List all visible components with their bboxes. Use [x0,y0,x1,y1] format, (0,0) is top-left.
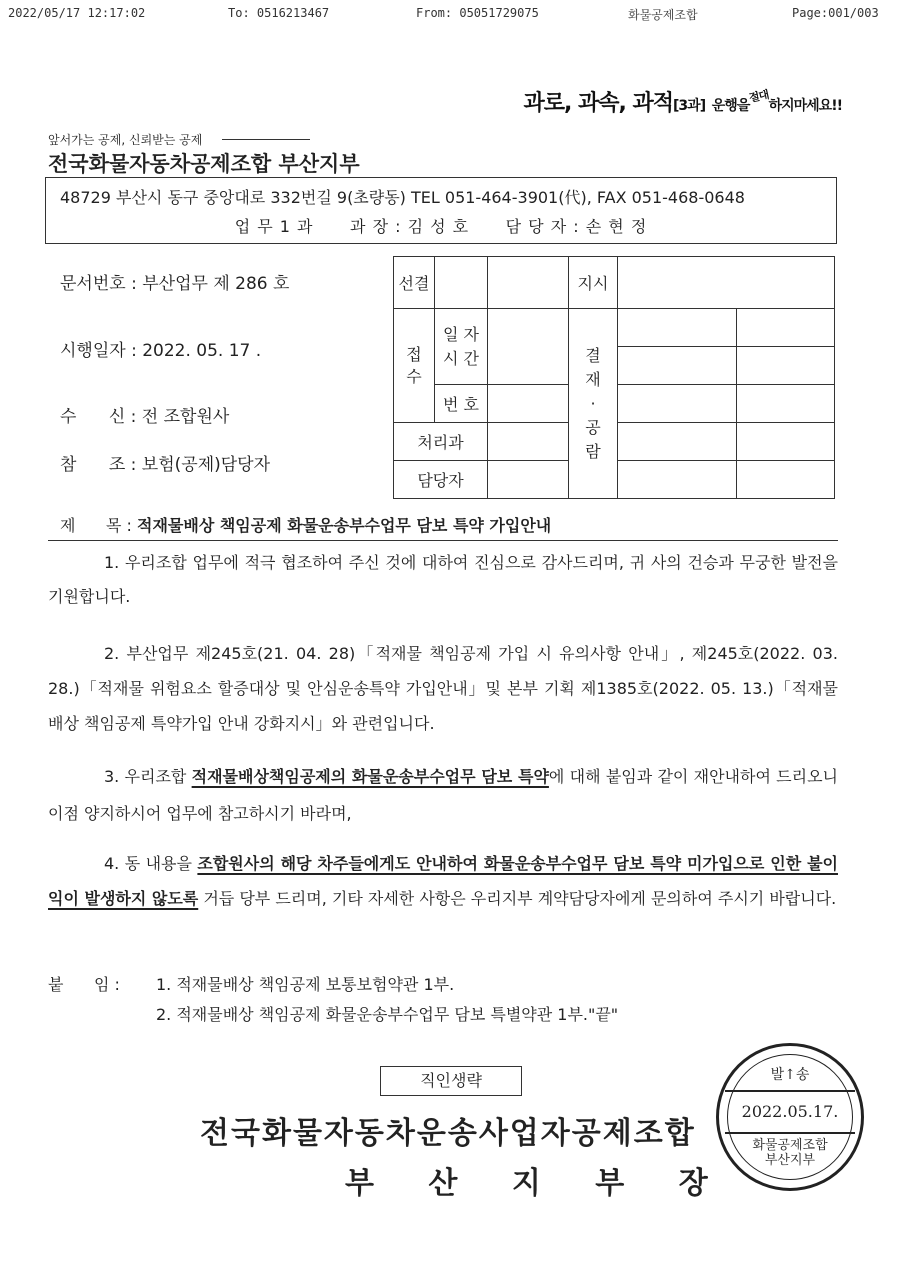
cell-seongyeol: 선결 [394,257,435,309]
slogan-emph: 절대 [748,88,770,105]
fax-to: To: 0516213467 [228,6,330,20]
dispatch-stamp [716,1043,864,1191]
safety-slogan [523,86,842,117]
signature-title: 부 산 지 부 장 [345,1166,730,1201]
p4-emph: 조합원사의 해당 차주들에게도 안내하여 화물운송부수업무 담보 특약 미가입으로 인한 불이익이 발생하지 않도록 [48,854,838,908]
signature-org: 전국화물자동차운송사업자공제조합 [200,1116,696,1151]
slogan-end: 하지마세요!! [768,98,842,114]
p3-post: 에 대해 붙임과 같이 재안내하여 드리오니 이점 양지하시어 업무에 참고하시기 바라며, [48,767,839,823]
attachments-label: 붙 임 : [48,975,125,994]
letterhead-tagline: 앞서가는 공제, 신뢰받는 공제 [48,133,203,147]
p3-pre: 3. 우리조합 [104,767,192,786]
attachment-1: 1. 적재물배상 책임공제 보통보험약관 1부. [156,975,455,994]
cell-beonho: 번 호 [435,385,488,423]
stamp-date: 2022.05.17. [741,1102,839,1121]
issue-date: 시행일자 : 2022. 05. 17 . [60,341,262,361]
subject-line [60,513,551,536]
subject-label: 제 목 : [60,516,137,535]
reference: 참 조 : 보험(공제)담당자 [60,455,271,475]
tagline-rule [222,139,310,140]
slogan-mid: 운행을 [711,98,750,114]
cell-cheorigwa: 처리과 [394,423,488,461]
stamp-org-line2: 부산지부 [764,1153,816,1168]
recipient: 수 신 : 전 조합원사 [60,407,230,427]
p4-pre: 4. 동 내용을 [104,854,198,873]
paragraph-1: 1. 우리조합 업무에 적극 협조하여 주신 것에 대하여 진심으로 감사드리며, 귀 사의 건승과 무궁한 발전을 기원합니다. [48,553,838,606]
fax-page: Page:001/003 [792,6,879,20]
cell-iljasigan: 일 자 시 간 [435,309,488,385]
slogan-main: 과로, 과속, 과적 [523,91,674,116]
address-line: 48729 부산시 동구 중앙대로 332번길 9(초량동) TEL 051-464-3901(代), FAX 051-468-0648 [60,188,745,207]
cell-gyeoljae: 결 재 · 공 람 [569,309,618,499]
doc-number: 문서번호 : 부산업무 제 286 호 [60,274,290,294]
p3-emph: 적재물배상책임공제의 화물운송부수업무 담보 특약 [191,767,549,786]
subject-rule [48,540,838,541]
cell-jisi: 지시 [569,257,618,309]
stamp-top: 발↑송 [770,1067,810,1083]
approval-table [393,256,835,499]
letterhead-org: 전국화물자동차공제조합 부산지부 [48,152,360,176]
fax-from: From: 05051729075 [416,6,539,20]
cell-jeopsu: 접수 [394,309,435,423]
staff-line: 업 무 1 과 과 장 : 김 성 호 담 당 자 : 손 현 정 [234,217,648,236]
fax-sender: 화물공제조합 [628,8,698,22]
stamp-org [719,1138,861,1168]
paragraph-4 [48,846,838,916]
p4-post: 거듭 당부 드리며, 기타 자세한 사항은 우리지부 계약담당자에게 문의하여 주시기 바랍니다. [198,889,837,908]
paragraph-3 [48,758,838,832]
address-box [45,177,837,244]
cell-damdangja: 담당자 [394,461,488,499]
attachment-2: 2. 적재물배상 책임공제 화물운송부수업무 담보 특별약관 1부."끝" [156,1005,619,1024]
fax-datetime: 2022/05/17 12:17:02 [8,6,146,20]
seal-omitted-box: 직인생략 [380,1066,522,1096]
paragraph-2: 2. 부산업무 제245호(21. 04. 28)「적재물 책임공제 가입 시 유의사항 안내」, 제245호(2022. 03. 28.)「적재물 위험요소 할증대상 및 안심운송특약 가입안내」및 본부 기획 제1385호(2022. 05. 13.)「적재물배상 책임공제 특약가입 안내 강화지시」와 관련입니다. [48,644,838,733]
subject-text: 적재물배상 책임공제 화물운송부수업무 담보 특약 가입안내 [137,516,552,535]
slogan-bracket: [3과] [673,98,706,114]
stamp-org-line1: 화물공제조합 [752,1138,828,1153]
